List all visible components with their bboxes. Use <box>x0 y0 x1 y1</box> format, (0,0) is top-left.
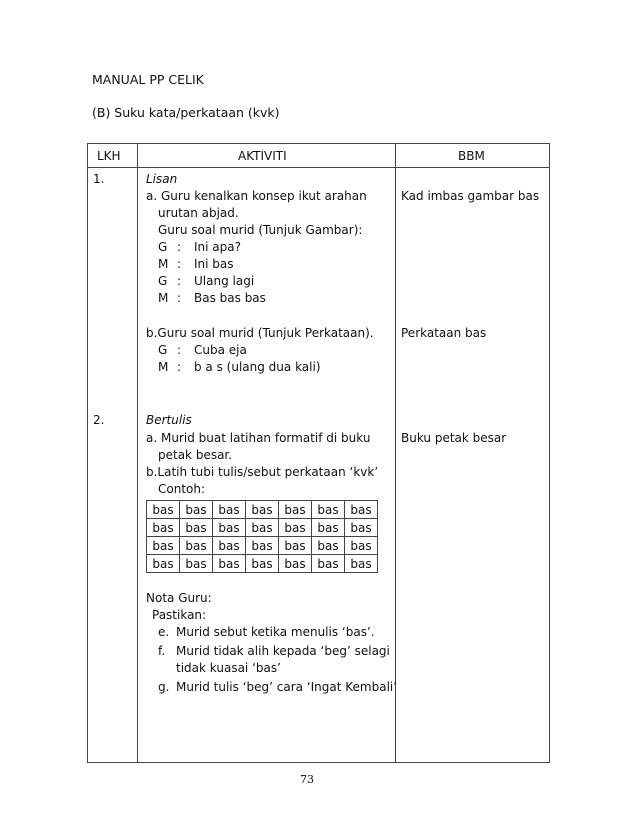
dialog-colon: : <box>177 257 182 271</box>
grid-cell: bas <box>246 555 279 573</box>
grid-cell: bas <box>246 537 279 555</box>
dialog-colon: : <box>177 274 182 288</box>
grid-cell: bas <box>345 537 378 555</box>
row-number-1: 1. <box>93 172 105 186</box>
dialog-colon: : <box>177 291 182 305</box>
dialog-colon: : <box>177 240 182 254</box>
row2-item-a-line2: petak besar. <box>158 448 233 462</box>
dialog-colon: : <box>177 343 182 357</box>
bas-example-grid <box>146 500 378 573</box>
note-label: g. <box>158 680 170 694</box>
grid-cell: bas <box>147 537 180 555</box>
column-divider-1 <box>137 143 138 763</box>
column-header-bbm: BBM <box>458 149 485 163</box>
dialog-text: Ini apa? <box>194 240 241 254</box>
dialog-speaker: M <box>158 360 169 374</box>
grid-cell: bas <box>246 519 279 537</box>
table-row <box>147 537 378 555</box>
page-number: 73 <box>300 773 314 786</box>
grid-cell: bas <box>312 519 345 537</box>
grid-cell: bas <box>345 555 378 573</box>
table-row <box>147 519 378 537</box>
table-row <box>147 555 378 573</box>
column-divider-2 <box>395 143 396 763</box>
dialog-speaker: G <box>158 274 168 288</box>
row-number-2: 2. <box>93 413 105 427</box>
dialog-text: Ulang lagi <box>194 274 255 288</box>
row2-heading: Bertulis <box>146 413 192 427</box>
grid-cell: bas <box>312 501 345 519</box>
grid-cell: bas <box>279 519 312 537</box>
grid-cell: bas <box>147 519 180 537</box>
grid-cell: bas <box>279 537 312 555</box>
dialog-speaker: G <box>158 343 168 357</box>
grid-cell: bas <box>147 501 180 519</box>
grid-cell: bas <box>246 501 279 519</box>
dialog-colon: : <box>177 360 182 374</box>
grid-cell: bas <box>345 519 378 537</box>
column-header-lkh: LKH <box>97 149 121 163</box>
dialog-text: Bas bas bas <box>194 291 266 305</box>
row1-heading: Lisan <box>146 172 178 186</box>
grid-cell: bas <box>213 501 246 519</box>
grid-cell: bas <box>345 501 378 519</box>
section-subtitle: (B) Suku kata/perkataan (kvk) <box>92 105 280 120</box>
dialog-speaker: M <box>158 291 169 305</box>
note-label: e. <box>158 625 170 639</box>
grid-cell: bas <box>213 555 246 573</box>
grid-cell: bas <box>147 555 180 573</box>
grid-cell: bas <box>312 537 345 555</box>
note-text: Murid tidak alih kepada ‘beg’ selagi <box>176 644 390 658</box>
grid-cell: bas <box>279 501 312 519</box>
contoh-label: Contoh: <box>158 482 206 496</box>
grid-cell: bas <box>213 519 246 537</box>
dialog-text: b a s (ulang dua kali) <box>194 360 321 374</box>
dialog-text: Ini bas <box>194 257 234 271</box>
grid-cell: bas <box>279 555 312 573</box>
header-divider <box>87 167 550 168</box>
row2-bbm: Buku petak besar <box>401 431 507 445</box>
grid-cell: bas <box>180 537 213 555</box>
pastikan-label: Pastikan: <box>152 608 207 622</box>
dialog-speaker: M <box>158 257 169 271</box>
row2-item-a-line1: a. Murid buat latihan formatif di buku <box>146 431 371 445</box>
document-title: MANUAL PP CELIK <box>92 72 204 87</box>
dialog-text: Cuba eja <box>194 343 247 357</box>
grid-cell: bas <box>180 555 213 573</box>
table-row <box>147 501 378 519</box>
grid-cell: bas <box>213 537 246 555</box>
row1-bbm-a: Kad imbas gambar bas <box>401 189 540 203</box>
row1-item-a-line3: Guru soal murid (Tunjuk Gambar): <box>158 223 363 237</box>
dialog-speaker: G <box>158 240 168 254</box>
grid-cell: bas <box>312 555 345 573</box>
grid-cell: bas <box>180 501 213 519</box>
row2-item-b-line1: b.Latih tubi tulis/sebut perkataan ‘kvk’ <box>146 465 379 479</box>
nota-guru-label: Nota Guru: <box>146 591 212 605</box>
row1-item-a-line2: urutan abjad. <box>158 206 239 220</box>
row1-item-b-line1: b.Guru soal murid (Tunjuk Perkataan). <box>146 326 374 340</box>
row1-item-a-line1: a. Guru kenalkan konsep ikut arahan <box>146 189 367 203</box>
note-text: Murid sebut ketika menulis ‘bas’. <box>176 625 375 639</box>
note-text-continued: tidak kuasai ‘bas’ <box>176 661 281 675</box>
column-header-aktiviti: AKTIVITI <box>238 149 287 163</box>
grid-cell: bas <box>180 519 213 537</box>
row1-bbm-b: Perkataan bas <box>401 326 487 340</box>
note-label: f. <box>158 644 166 658</box>
note-text: Murid tulis ‘beg’ cara ‘Ingat Kembali’ <box>176 680 398 694</box>
